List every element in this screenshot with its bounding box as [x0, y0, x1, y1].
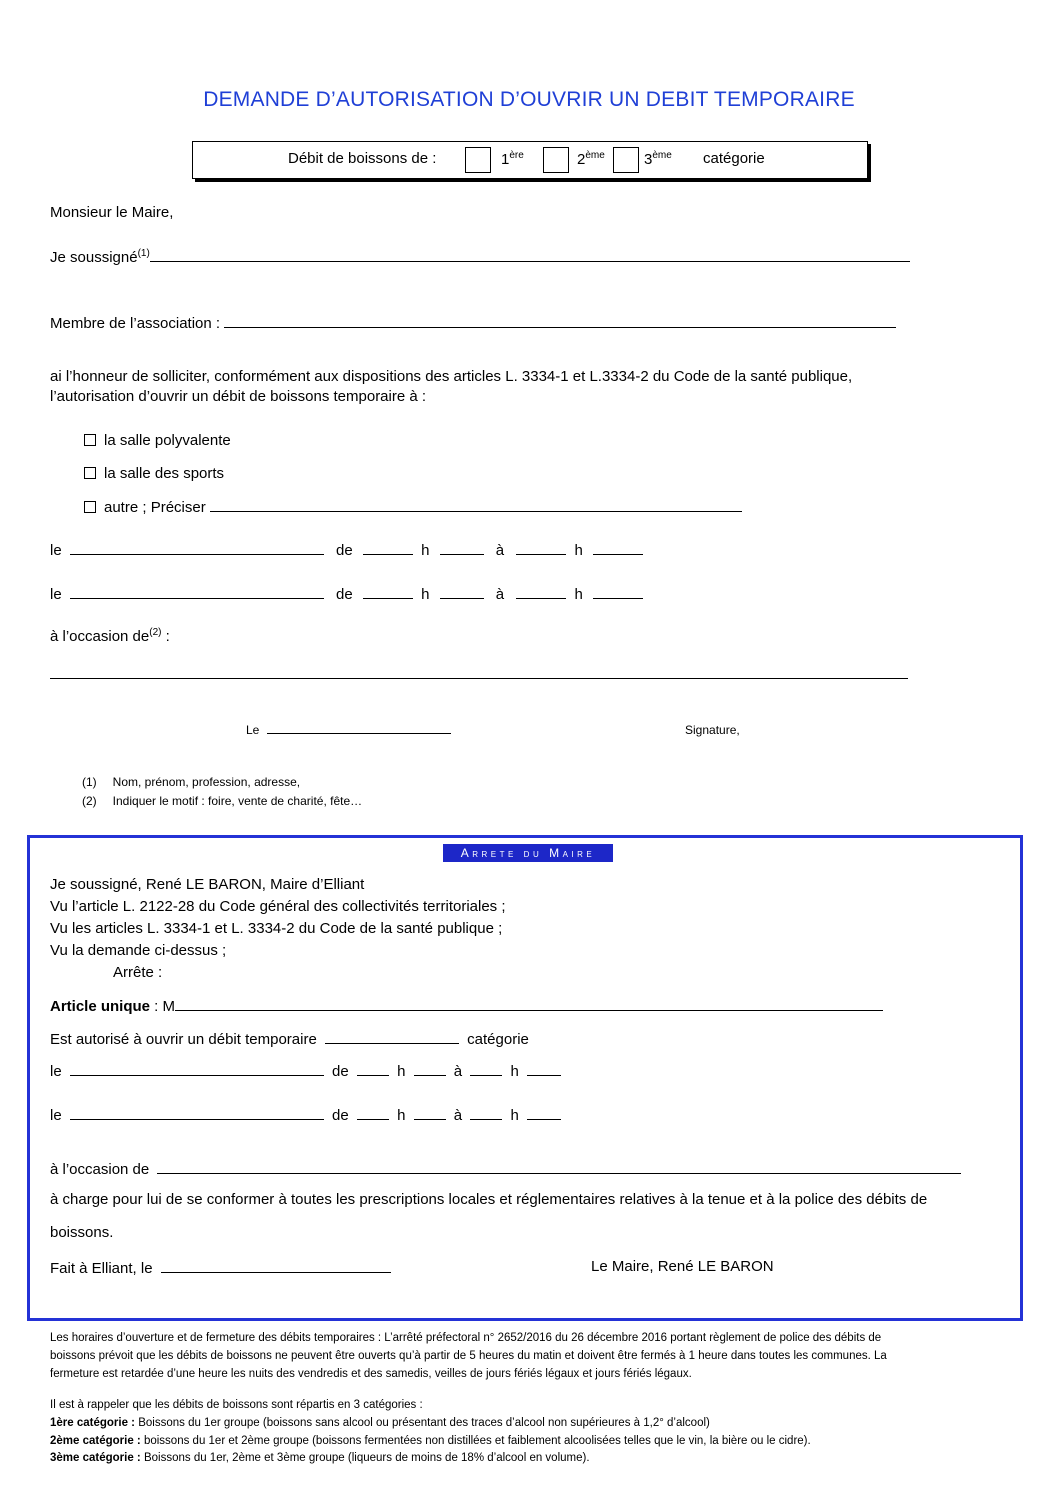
checkbox-icon[interactable] — [84, 501, 96, 513]
info-cat-3: 3ème catégorie : Boissons du 1er, 2ème et 3ème groupe (liqueurs de moins de 18% d’alcool en volume). — [50, 1452, 590, 1464]
category-1-checkbox[interactable] — [465, 147, 491, 173]
info-cat-2: 2ème catégorie : boissons du 1er et 2ème groupe (boissons fermentées non distillées et faiblement alcoolisées telles que le vin, la bière ou le cidre). — [50, 1435, 811, 1447]
from-hour-field-2[interactable] — [363, 584, 413, 599]
category-3-checkbox[interactable] — [613, 147, 639, 173]
checkbox-icon[interactable] — [84, 467, 96, 479]
from-minute-field-2[interactable] — [440, 584, 484, 599]
category-2-label: 2ème — [577, 150, 605, 168]
arrete-from-minute-1[interactable] — [414, 1061, 446, 1076]
option-salle-des-sports[interactable]: la salle des sports — [84, 465, 224, 482]
mayor-signature: Le Maire, René LE BARON — [591, 1258, 774, 1275]
info-reminder: Il est à rappeler que les débits de boissons sont répartis en 3 catégories : — [50, 1399, 423, 1411]
occasion-field[interactable] — [50, 662, 908, 679]
arrete-occasion-row: à l’occasion de — [50, 1159, 961, 1178]
to-hour-field-1[interactable] — [516, 540, 566, 555]
date-row-2: le de h à h — [50, 584, 643, 603]
category-2-checkbox[interactable] — [543, 147, 569, 173]
authorized-category-field[interactable] — [325, 1029, 459, 1044]
request-line-1: ai l’honneur de solliciter, conformément aux dispositions des articles L. 3334-1 et L.3334-2 du Code de la santé publique, — [50, 368, 853, 385]
arrete-from-minute-2[interactable] — [414, 1105, 446, 1120]
association-field[interactable] — [224, 313, 896, 328]
article-row: Article unique : M — [50, 996, 883, 1015]
arrete-date-row-1: le de h à h — [50, 1061, 561, 1080]
to-minute-field-2[interactable] — [593, 584, 643, 599]
arrete-word: Arrête : — [113, 964, 163, 981]
date-row-1: le de h à h — [50, 540, 643, 559]
arrete-to-minute-2[interactable] — [527, 1105, 561, 1120]
undersigned-row — [50, 247, 910, 266]
page-title: DEMANDE D’AUTORISATION D’OUVRIR UN DEBIT TEMPORAIRE — [203, 88, 855, 111]
occasion-label: à l’occasion $de^{(2)}$ : — [50, 627, 170, 645]
checkbox-icon[interactable] — [84, 434, 96, 446]
option-salle-polyvalente[interactable]: la salle polyvalente — [84, 432, 231, 449]
autre-precision-field[interactable] — [210, 497, 742, 512]
date-field-1[interactable] — [70, 540, 324, 555]
from-minute-field-1[interactable] — [440, 540, 484, 555]
undersigned-field[interactable] — [150, 247, 910, 262]
request-line-2: l’autorisation d’ouvrir un débit de boissons temporaire à : — [50, 388, 427, 405]
category-suffix: catégorie — [703, 150, 765, 167]
arrete-from-hour-1[interactable] — [357, 1061, 389, 1076]
arrete-to-hour-2[interactable] — [470, 1105, 502, 1120]
charge-line-1: à charge pour lui de se conformer à toutes les prescriptions locales et réglementaires relatives à la tenue et à la police des débits de — [50, 1191, 928, 1208]
arrete-date-row-2: le de h à h — [50, 1105, 561, 1124]
charge-line-2: boissons. — [50, 1224, 114, 1241]
undersigned-label: Je soussigné — [50, 249, 138, 266]
footnote-1: (1) Nom, prénom, profession, adresse, — [82, 775, 301, 789]
authorized-row: Est autorisé à ouvrir un débit temporaire catégorie — [50, 1031, 529, 1048]
fait-row: Fait à Elliant, le — [50, 1258, 391, 1277]
arrete-occasion-field[interactable] — [157, 1159, 961, 1174]
option-autre[interactable]: autre ; Préciser — [84, 497, 742, 516]
arrete-date-field-1[interactable] — [70, 1061, 324, 1076]
article-label: Article unique — [50, 998, 151, 1015]
arrete-line-4: Vu la demande ci-dessus ; — [50, 942, 227, 959]
fait-date-field[interactable] — [161, 1258, 391, 1273]
arrete-line-1: Je soussigné, René LE BARON, Maire d’Elliant — [50, 876, 365, 893]
article-name-field[interactable] — [175, 996, 883, 1011]
category-1-label: 1ère — [501, 150, 524, 168]
sign-date-row: Le — [246, 723, 451, 737]
salutation: Monsieur le Maire, — [50, 204, 174, 221]
to-minute-field-1[interactable] — [593, 540, 643, 555]
arrete-from-hour-2[interactable] — [357, 1105, 389, 1120]
arrete-date-field-2[interactable] — [70, 1105, 324, 1120]
arrete-to-hour-1[interactable] — [470, 1061, 502, 1076]
info-hours-1: Les horaires d’ouverture et de fermeture des débits temporaires : L’arrêté préfectoral n° 2652/2016 du 26 décembre 2016 portant règlement de police des débits de — [50, 1332, 882, 1344]
category-label: Débit de boissons de : — [288, 150, 437, 167]
member-row — [50, 313, 896, 332]
category-3-label: 3ème — [644, 150, 672, 168]
arrete-heading: Arrete du Maire — [443, 844, 613, 862]
footnote-ref-2: (2) — [149, 627, 162, 638]
footnote-2: (2) Indiquer le motif : foire, vente de charité, fête… — [82, 794, 363, 808]
info-cat-1: 1ère catégorie : Boissons du 1er groupe (boissons sans alcool ou présentant des traces d’alcool non supérieures à 1,2° d’alcool) — [50, 1417, 710, 1429]
info-hours-2: boissons prévoit que les débits de boissons ne peuvent être ouverts qu’à partir de 5 heures du matin et doivent être fermés à 1 heure dans toutes les communes. La — [50, 1350, 887, 1362]
info-hours-3: fermeture est retardée d’une heure les nuits des vendredis et des samedis, veilles de jours fériés légaux et jours fériés légaux. — [50, 1368, 692, 1380]
from-hour-field-1[interactable] — [363, 540, 413, 555]
arrete-line-2: Vu l’article L. 2122-28 du Code général des collectivités territoriales ; — [50, 898, 506, 915]
signature-label: Signature, — [685, 723, 740, 737]
member-label: Membre de l’association : — [50, 315, 221, 332]
arrete-line-3: Vu les articles L. 3334-1 et L. 3334-2 du Code de la santé publique ; — [50, 920, 503, 937]
date-field-2[interactable] — [70, 584, 324, 599]
arrete-to-minute-1[interactable] — [527, 1061, 561, 1076]
footnote-ref-1: (1) — [137, 248, 150, 259]
to-hour-field-2[interactable] — [516, 584, 566, 599]
sign-date-field[interactable] — [267, 723, 451, 734]
category-box — [192, 141, 868, 179]
